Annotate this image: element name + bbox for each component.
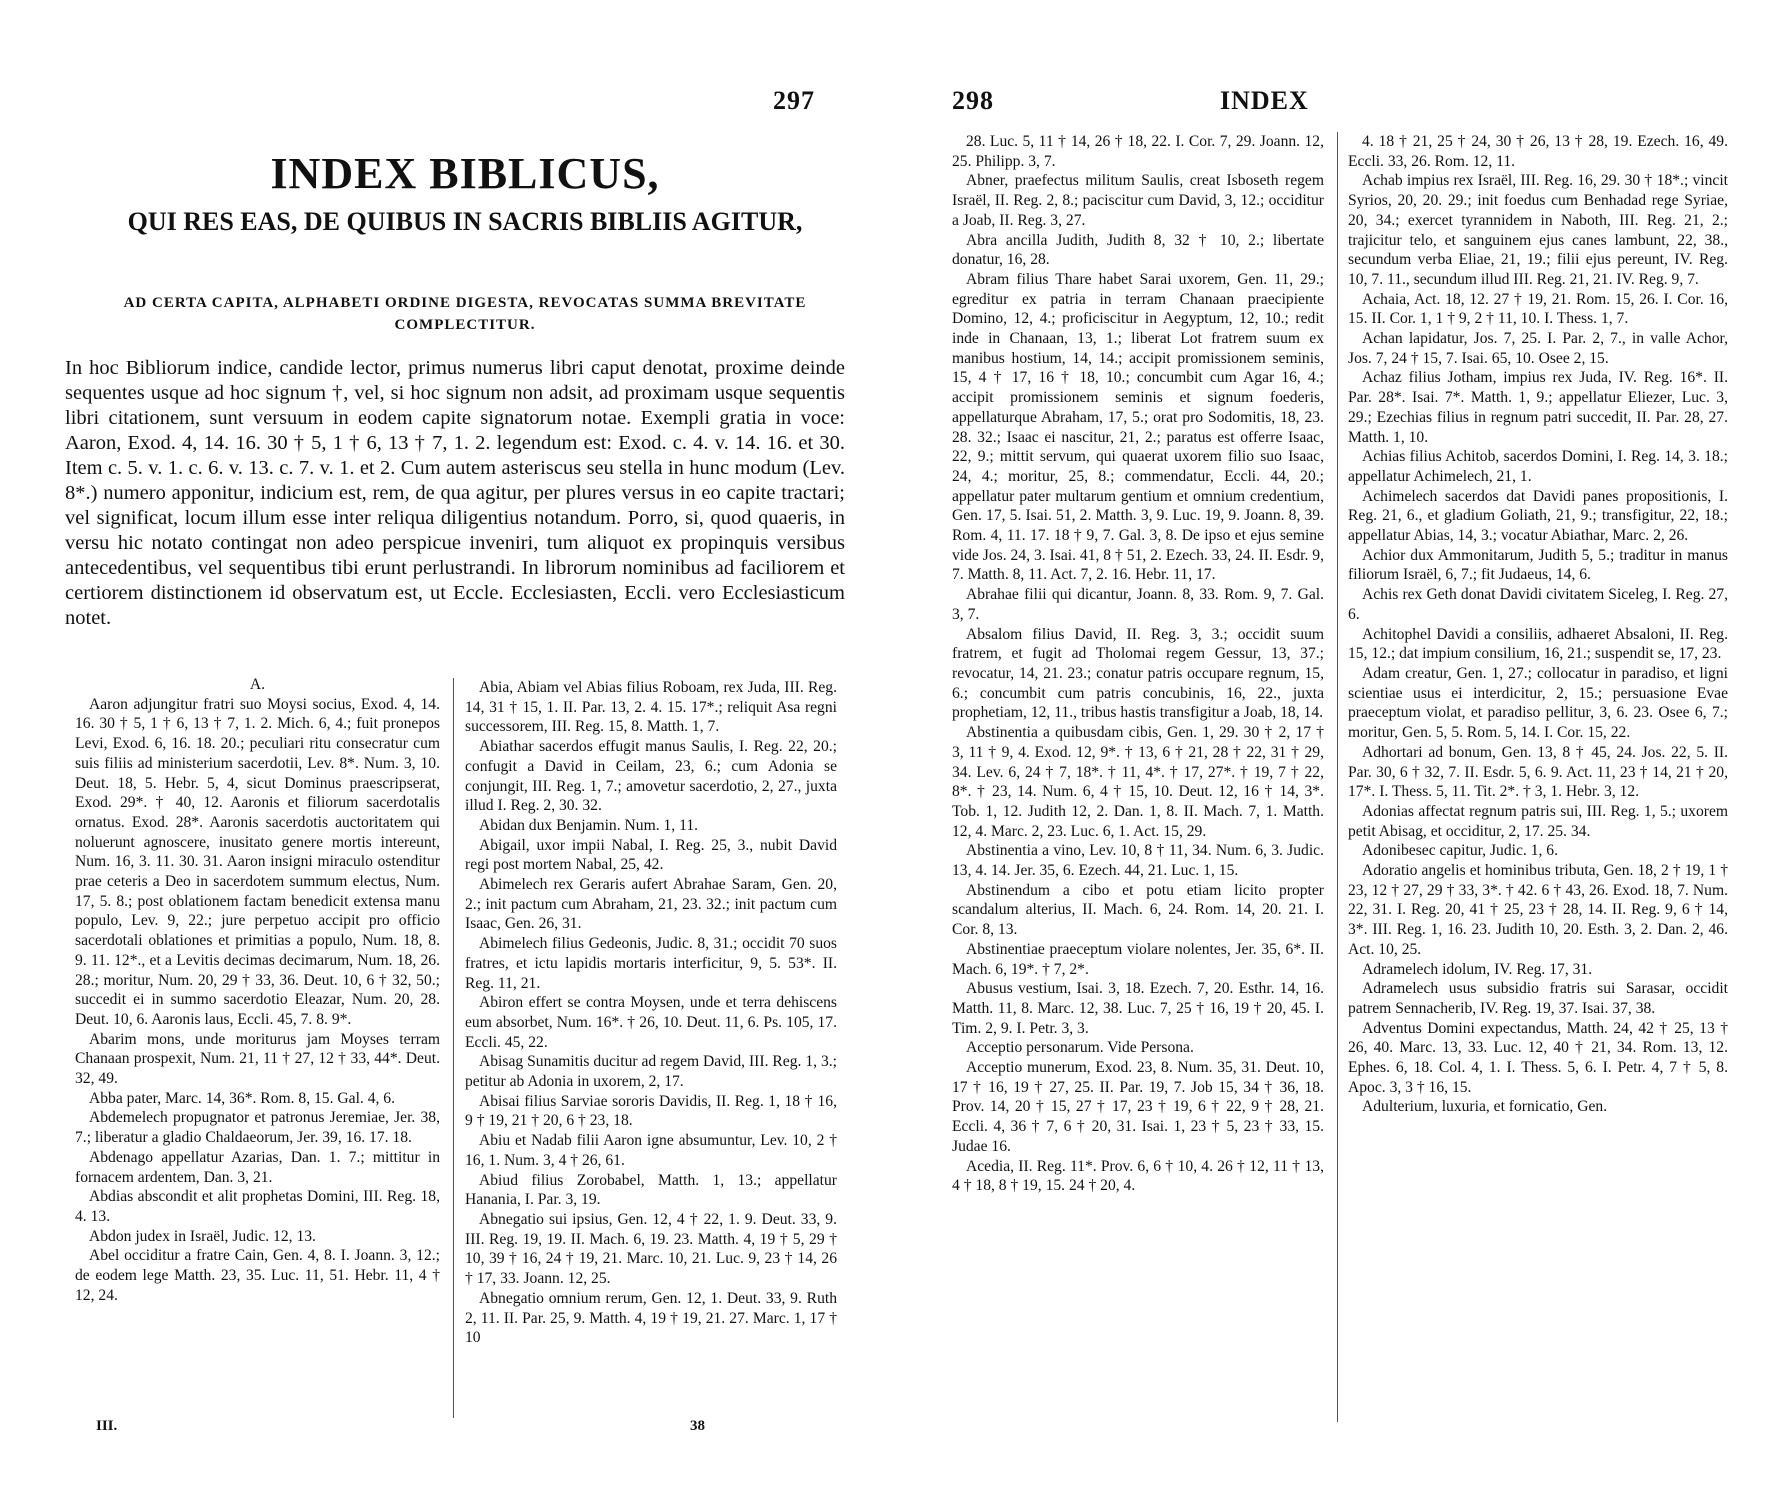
subtitle: QUI RES EAS, DE QUIBUS IN SACRIS BIBLIIS AGITUR, <box>127 207 803 236</box>
right-page <box>890 0 1780 1500</box>
page-number: 297 <box>773 86 815 115</box>
running-head: INDEX <box>1220 86 1309 115</box>
index-entry: Adonibesec capitur, Judic. 1, 6. <box>1362 842 1558 860</box>
index-entry: Achan lapidatur, Jos. 7, 25. I. Par. 2, 7., in valle Achor, Jos. 7, 24 † 15, 7. Isai. 65, 10. Osee 2, 15. <box>1348 330 1728 367</box>
index-entry: Abnegatio sui ipsius, Gen. 12, 4 † 22, 1. 9. Deut. 33, 9. III. Reg. 19, 19. II. Mach. 6, 19. 23. Matth. 4, 19 † 5, 29 † 10, 39 † 16, 24 † 19, 21. Marc. 10, 21. Luc. 9, 23 † 14, 26 † 17, 33. Joann. 12, 25. <box>465 1210 837 1288</box>
index-entry: Achimelech sacerdos dat Davidi panes propositionis, I. Reg. 21, 6., et gladium Goliath, 21, 9.; transfigitur, 22, 18.; appellatur Abias, 14, 3.; vocatur Abiathar, Marc. 2, 26. <box>1348 487 1728 545</box>
index-entry: Achaia, Act. 18, 12. 27 † 19, 21. Rom. 15, 26. I. Cor. 16, 15. II. Cor. 1, 1 † 9, 2 † 11, 10. I. Thess. 1, 7. <box>1348 290 1728 328</box>
index-entry: Abner, praefectus militum Saulis, creat Isboseth regem Israël, II. Reg. 2, 8.; paciscitur cum David, 3, 12.; occiditur a Joab, II. Reg. 3, 27. <box>952 172 1324 229</box>
index-column-right-1 <box>952 132 1324 1422</box>
introduction-paragraph: In hoc Bibliorum indice, candide lector, primus numerus libri caput denotat, proxime deinde sequentes usque ad hoc signum †, vel, si hoc signum non adsit, ad proximam usque sequentis libri citationem, sunt versuum in eodem capite signatorum notae. Exempli gratia in voce: Aaron, Exod. 4, 14. 16. 30 † 5, 1 † 6, 13 † 7, 1. 2. legendum est: Exod. c. 4. v. 14. 16. et 30. Item c. 5. v. 1. c. 6. v. 13. c. 7. v. 1. et 2. Cum autem asteriscus seu stella in hunc modum (Lev. 8*.) numero apponitur, indicium est, rem, de qua agitur, per plures versus in eo capite tractari; vel significat, locum illum esse inter reliqua diligentius notandum. Porro, si, quod quaeris, in versu hic notato contingat non adeo perspicue inveniri, tum aliquot ex propinquis versibus antecedentibus, vel sequentibus tibi erunt perlustrandi. In librorum nominibus ad faciliorem et certiorem distinctionem id observatum est, ut Eccle. Ecclesiasten, Eccli. vero Ecclesiasticum notet. <box>65 357 845 629</box>
index-entry: Adhortari ad bonum, Gen. 13, 8 † 45, 24. Jos. 22, 5. II. Par. 30, 6 † 32, 7. II. Esdr. 5, 6. 9. Act. 11, 23 † 14, 21 † 20, 17*. I. Thess. 5, 11. Tit. 2*. † 3, 1. Hebr. 3, 12. <box>1348 743 1728 801</box>
index-entry: Abigail, uxor impii Nabal, I. Reg. 25, 3., nubit David regi post mortem Nabal, 25, 42. <box>465 836 837 874</box>
index-entry: Abstinentia a quibusdam cibis, Gen. 1, 29. 30 † 2, 17 † 3, 11 † 9, 4. Exod. 12, 9*. † 13, 6 † 21, 28 † 22, 31 † 29, 34. Lev. 6, 24 † 7, 18*. † 11, 4*. † 17, 27*. † 19, 7 † 22, 8*. † 23, 14. Num. 6, 4 † 15, 10. Deut. 12, 16 † 14, 3*. Tob. 1, 12. Judith 12, 2. Dan. 1, 8. II. Mach. 7, 1. Matth. 12, 4. Marc. 2, 23. Luc. 6, 1. Act. 15, 29. <box>952 724 1324 840</box>
column-divider <box>1337 132 1338 1422</box>
index-entry: Abimelech rex Geraris aufert Abrahae Saram, Gen. 20, 2.; init pactum cum Abraham, 21, 23. 32.; init pactum cum Isaac, Gen. 26, 31. <box>465 876 837 933</box>
index-entry: Adramelech idolum, IV. Reg. 17, 31. <box>1362 960 1593 978</box>
index-entry: Abimelech filius Gedeonis, Judic. 8, 31.; occidit 70 suos fratres, et ictu lapidis mortaris interficitur, 9, 5. 53*. II. Reg. 11, 21. <box>465 935 837 992</box>
index-entry: Abusus vestium, Isai. 3, 18. Ezech. 7, 20. Esthr. 14, 16. Matth. 11, 8. Marc. 12, 38. Luc. 7, 25 † 16, 19 † 20, 45. I. Tim. 2, 9. I. Petr. 3, 3. <box>952 980 1324 1037</box>
index-entry: Achitophel Davidi a consiliis, adhaeret Absaloni, II. Reg. 15, 12.; dat impium consilium, 16, 21.; suspendit se, 17, 23. <box>1348 625 1728 663</box>
index-entry: Abstinentia a vino, Lev. 10, 8 † 11, 34. Num. 6, 3. Judic. 13, 4. 14. Jer. 35, 6. Ezech. 44, 21. Luc. 1, 15. <box>952 842 1324 880</box>
index-entry: Abnegatio omnium rerum, Gen. 12, 1. Deut. 33, 9. Ruth 2, 11. II. Par. 25, 9. Matth. 4, 19 † 19, 21. 27. Marc. 1, 17 † 10 <box>465 1289 837 1347</box>
index-entry: Abdon judex in Israël, Judic. 12, 13. <box>89 1227 316 1245</box>
index-entry: Adulterium, luxuria, et fornicatio, Gen. <box>1362 1098 1608 1116</box>
index-entry: 4. 18 † 21, 25 † 24, 30 † 26, 13 † 28, 19. Ezech. 16, 49. Eccli. 33, 26. Rom. 12, 11. <box>1348 133 1728 170</box>
index-entry: Aaron adjungitur fratri suo Moysi socius, Exod. 4, 14. 16. 30 † 5, 1 † 6, 13 † 7, 1. 2. Mich. 6, 4.; fuit pronepos Levi, Exod. 6, 16. 18. 20.; peculiari ritu consecratur cum suis filiis ad ministerium sacerdotii, Lev. 8*. Num. 3, 10. Deut. 18, 5. Hebr. 5, 4, sicut Dominus praescripserat, Exod. 29*. † 40, 12. Aaronis et filiorum sacerdotalis ornatus. Exod. 28*. Aaronis sacerdotis auctoritatem qui noluerunt agnoscere, inusitato genere mortis intereunt, Num. 16, 3. 11. 30. 31. Aaron insigni miraculo ostenditur prae ceteris a Deo in sacerdotem summum electus, Num. 17, 5. 8.; post oblationem factam benedicit extensa manu populo, Lev. 9, 22.; jure perpetuo accipit pro officio sacerdotali oblationes et primitias a populo, Num. 18, 8. 9. 11. 12*., et a Levitis decimas decimarum, Num. 18, 26. 28.; moritur, Num. 20, 29 † 33, 36. Deut. 10, 6 † 32, 50.; succedit ei in summo sacerdotio Eleazar, Num. 20, 28. Deut. 10, 6. Aaronis laus, Eccli. 45, 7. 8. 9*. <box>75 695 440 1028</box>
index-entry: Adventus Domini expectandus, Matth. 24, 42 † 25, 13 † 26, 40. Marc. 13, 33. Luc. 12, 40 † 21, 34. Rom. 13, 12. Ephes. 6, 18. Col. 4, 1. I. Thess. 5, 6. I. Petr. 4, 7 † 5, 8. Apoc. 3, 3 † 16, 15. <box>1348 1019 1728 1096</box>
index-entry: Adam creatur, Gen. 1, 27.; collocatur in paradiso, et ligni scientiae usus ei interdicitur, 2, 15.; persuasione Evae praeceptum violat, et paradiso pellitur, 3, 6. 23. Osee 6, 7.; moritur, Gen. 5, 5. Rom. 5, 14. I. Cor. 15, 22. <box>1348 664 1728 742</box>
page-number: 298 <box>952 86 994 115</box>
index-entry: Abdemelech propugnator et patronus Jeremiae, Jer. 38, 7.; liberatur a gladio Chaldaeorum, Jer. 39, 16. 17. 18. <box>75 1109 440 1147</box>
index-entry: Acceptio munerum, Exod. 23, 8. Num. 35, 31. Deut. 10, 17 † 16, 19 † 27, 25. II. Par. 19, 7. Job 15, 34 † 36, 18. Prov. 14, 20 † 15, 27 † 17, 23 † 19, 6 † 22, 9 † 28, 21. Eccli. 4, 36 † 7, 6 † 20, 31. Isai. 1, 23 † 5, 23 † 33, 15. Judae 16. <box>952 1059 1324 1155</box>
index-entry: Abba pater, Marc. 14, 36*. Rom. 8, 15. Gal. 4, 6. <box>89 1089 395 1107</box>
gathering-number: 38 <box>690 1418 705 1434</box>
index-entry: Adonias affectat regnum patris sui, III. Reg. 1, 5.; uxorem petit Abisag, et occiditur, 2, 17. 25. 34. <box>1348 802 1728 840</box>
index-entry: Abra ancilla Judith, Judith 8, 32 † 10, 2.; libertate donatur, 16, 28. <box>952 231 1324 269</box>
index-column-left-1 <box>75 675 440 1410</box>
index-entry: Abidan dux Benjamin. Num. 1, 11. <box>479 816 699 834</box>
index-entry: Acceptio personarum. Vide Persona. <box>966 1039 1194 1057</box>
index-entry: Adoratio angelis et hominibus tributa, Gen. 18, 2 † 19, 1 † 23, 12 † 27, 29 † 33, 3*. † 42. 6 † 43, 26. Exod. 18, 7. Num. 22, 31. I. Reg. 20, 41 † 25, 23 † 28, 14. II. Reg. 9, 6 † 14, 3*. III. Reg. 1, 16. 23. Judith 10, 20. Esth. 3, 2. Dan. 2, 46. Act. 10, 25. <box>1348 862 1728 958</box>
index-entry: 28. Luc. 5, 11 † 14, 26 † 18, 22. I. Cor. 7, 29. Joann. 12, 25. Philipp. 3, 7. <box>952 133 1324 170</box>
page-title: INDEX BIBLICUS, <box>270 149 660 198</box>
index-entry: Abdenago appellatur Azarias, Dan. 1. 7.; mittitur in fornacem ardentem, Dan. 3, 21. <box>75 1148 440 1186</box>
index-entry: Abstinendum a cibo et potu etiam licito propter scandalum alterius, II. Mach. 6, 24. Rom. 14, 20. 21. I. Cor. 8, 13. <box>952 881 1324 939</box>
index-entry: Abia, Abiam vel Abias filius Roboam, rex Juda, III. Reg. 14, 31 † 15, 1. II. Par. 13, 2. 4. 15. 17*.; reliquit Asa regni successorem, III. Reg. 15, 8. Matth. 1, 7. <box>465 679 837 736</box>
index-entry: Absalom filius David, II. Reg. 3, 3.; occidit suum fratrem, et fugit ad Tholomai regem Gessur, 13, 37.; revocatur, 14, 21. 23.; conatur patris occupare regnum, 15, 6.; concumbit cum patris concubinis, 16, 22., juxta prophetiam, 12, 11., tribus hastis transfigitur a Joab, 18, 14. <box>952 625 1324 722</box>
index-column-left-2 <box>465 678 837 1413</box>
index-entry: Abiu et Nadab filii Aaron igne absumuntur, Lev. 10, 2 † 16, 1. Num. 3, 4 † 26, 61. <box>465 1132 837 1169</box>
index-entry: Abdias abscondit et alit prophetas Domini, III. Reg. 18, 4. 13. <box>75 1188 440 1225</box>
index-entry: Abiathar sacerdos effugit manus Saulis, I. Reg. 22, 20.; confugit a David in Ceilam, 23, 6.; cum Adonia se conjungit, III. Reg. 1, 7.; amovetur sacerdotio, 2, 27., juxta illud I. Reg. 2, 30. 32. <box>465 738 837 815</box>
index-entry: Abisag Sunamitis ducitur ad regem David, III. Reg. 1, 3.; petitur ab Adonia in uxorem, 2, 17. <box>465 1053 837 1091</box>
index-entry: Achaz filius Jotham, impius rex Juda, IV. Reg. 16*. II. Par. 28*. Isai. 7*. Matth. 1, 9.; appellatur Eliezer, Luc. 3, 29.; Ezechias filius in regnum patri succedit, II. Par. 28, 27. Matth. 1, 10. <box>1348 369 1728 446</box>
index-entry: Abrahae filii qui dicantur, Joann. 8, 33. Rom. 9, 7. Gal. 3, 7. <box>952 586 1324 623</box>
index-entry: Abiron effert se contra Moysen, unde et terra dehiscens eum absorbet, Num. 16*. † 26, 10. Deut. 11, 6. Ps. 105, 17. Eccli. 45, 22. <box>465 994 837 1051</box>
index-entry: Abel occiditur a fratre Cain, Gen. 4, 8. I. Joann. 3, 12.; de eodem lege Matth. 23, 35. Luc. 11, 51. Hebr. 11, 4 † 12, 24. <box>75 1247 440 1304</box>
index-entry: Abstinentiae praeceptum violare nolentes, Jer. 35, 6*. II. Mach. 6, 19*. † 7, 2*. <box>952 940 1324 978</box>
index-entry: Abisai filius Sarviae sororis Davidis, II. Reg. 1, 18 † 16, 9 † 19, 21 † 20, 6 † 23, 18. <box>465 1092 837 1130</box>
index-entry: Acedia, II. Reg. 11*. Prov. 6, 6 † 10, 4. 26 † 12, 11 † 13, 4 † 18, 8 † 19, 15. 24 † 20, 4. <box>952 1157 1324 1195</box>
index-column-right-2 <box>1348 132 1728 1422</box>
index-entry: Abiud filius Zorobabel, Matth. 1, 13.; appellatur Hananiа, I. Par. 3, 19. <box>465 1171 837 1209</box>
index-entry: Achior dux Ammonitarum, Judith 5, 5.; traditur in manus filiorum Israël, 6, 7.; fit Judaeus, 14, 6. <box>1348 546 1728 584</box>
index-entry: Abarim mons, unde moriturus jam Moyses terram Chanaan prospexit, Num. 21, 11 † 27, 12 † 33, 44*. Deut. 32, 49. <box>75 1030 440 1088</box>
index-entry: Abram filius Thare habet Sarai uxorem, Gen. 11, 29.; egreditur ex patria in terram Chanaan praecipiente Domino, 12, 4.; proficiscitur in Aegyptum, 12, 10.; redit inde in Chanaan, 13, 1.; liberat Lot fratrem suum ex manibus hostium, 14, 14.; accipit promissionem seminis, 15, 4 † 17, 16 † 18, 10.; concumbit cum Agar 16, 4.; accipit promissionem seminis et signum foederis, appellaturque Abraham, 17, 5.; orat pro Sodomitis, 18, 23. 28. 32.; Isaac ei nascitur, 21, 2.; paratus est offerre Isaac, 22, 9.; mittit servum, qui quaerat uxorem filio suo Isaac, 24, 4.; moritur, 25, 8.; commendatur, Eccli. 44, 20.; appellatur pater multarum gentium et omnium credentium, Gen. 17, 5. Isai. 51, 2. Matth. 3, 9. Luc. 19, 9. Joann. 8, 39. Rom. 4, 11. 17. 18 † 9, 7. Gal. 3, 8. De ipso et ejus semine vide Jos. 24, 3. Isai. 41, 8 † 51, 2. Ezech. 33, 24. II. Esdr. 9, 7. Matth. 8, 11. Act. 7, 2. 16. Hebr. 11, 17. <box>952 270 1324 584</box>
subtitle-secondary: AD CERTA CAPITA, ALPHABETI ORDINE DIGESTA, REVOCATAS SUMMA BREVITATE COMPLECTITUR. <box>123 295 807 333</box>
index-entry: Achis rex Geth donat Davidi civitatem Siceleg, I. Reg. 27, 6. <box>1348 586 1728 623</box>
index-entry: Achias filius Achitob, sacerdos Domini, I. Reg. 14, 3. 18.; appellatur Achimelech, 21, 1. <box>1348 448 1728 485</box>
signature-mark: III. <box>96 1418 118 1434</box>
index-entry: Adramelech usus subsidio fratris sui Sarasar, occidit patrem Sennacherib, IV. Reg. 19, 37. Isai. 37, 38. <box>1348 980 1728 1017</box>
index-entry: Achab impius rex Israël, III. Reg. 16, 29. 30 † 18*.; vincit Syrios, 20, 20. 29.; init foedus cum Benhadad rege Syriae, 20, 34.; exercet tyrannidem in Naboth, III. Reg. 21, 2.; trajicitur telo, et sanguinem ejus canes lambunt, 22, 38., secundum verba Eliae, 21, 19.; filii ejus pereunt, IV. Reg. 10, 7. 11., secundum illud III. Reg. 21, 21. IV. Reg. 9, 7. <box>1348 172 1728 288</box>
column-divider <box>453 678 454 1418</box>
section-letter: A. <box>249 676 266 693</box>
